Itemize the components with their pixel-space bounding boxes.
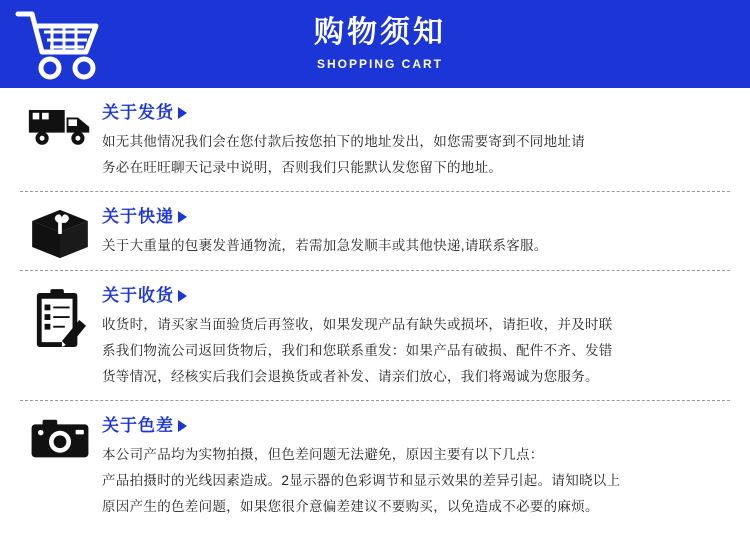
- sections-container: [0, 88, 750, 530]
- triangle-right-icon: [178, 290, 187, 302]
- page-title: 购物须知: [314, 16, 446, 49]
- shopping-cart-icon: [14, 6, 110, 82]
- section-receiving: [18, 271, 732, 400]
- section-express: [18, 192, 732, 270]
- section-line: 如无其他情况我们会在您付款后按您拍下的地址发出，如您需要寄到不同地址请: [102, 134, 585, 149]
- section-title-text: 关于色差: [102, 416, 174, 435]
- camera-icon: [18, 415, 102, 461]
- section-title-text: 关于发货: [102, 103, 174, 122]
- section-body: [102, 285, 732, 390]
- package-box-icon: [18, 206, 102, 260]
- page-header: [0, 0, 750, 88]
- section-body: [102, 206, 732, 259]
- section-title: [102, 285, 726, 307]
- section-body: [102, 102, 732, 181]
- page-subtitle: SHOPPING CART: [316, 57, 443, 71]
- section-line: 货等情况，经核实后我们会退换货或者补发、请亲们放心，我们将竭诚为您服务。: [102, 369, 599, 384]
- section-title: [102, 102, 726, 124]
- section-line: 务必在旺旺聊天记录中说明，否则我们只能默认发您留下的地址。: [102, 160, 503, 175]
- section-body: [102, 415, 732, 520]
- truck-icon: [18, 102, 102, 148]
- section-line: 原因产生的色差问题，如果您很介意偏差建议不要购买，以免造成不必要的麻烦。: [102, 499, 599, 514]
- section-title-text: 关于快递: [102, 207, 174, 226]
- section-title: [102, 206, 726, 228]
- section-color-difference: [18, 401, 732, 530]
- section-line: 收货时，请买家当面验货后再签收，如果发现产品有缺失或损坏，请拒收，并及时联: [102, 317, 613, 332]
- section-shipping: [18, 88, 732, 191]
- triangle-right-icon: [178, 211, 187, 223]
- section-line: 系我们物流公司返回货物后，我们和您联系重发：如果产品有破损、配件不齐、发错: [102, 343, 613, 358]
- header-titles: [314, 14, 446, 74]
- clipboard-checklist-icon: [18, 285, 102, 351]
- section-line: 产品拍摄时的光线因素造成。2显示器的色彩调节和显示效果的差异引起。请知晓以上: [102, 473, 621, 488]
- section-line: 本公司产品均为实物拍摄，但色差问题无法避免，原因主要有以下几点：: [102, 447, 544, 462]
- section-line: 关于大重量的包裹发普通物流，若需加急发顺丰或其他快递,请联系客服。: [102, 238, 548, 253]
- triangle-right-icon: [178, 420, 187, 432]
- triangle-right-icon: [178, 107, 187, 119]
- section-title: [102, 415, 726, 437]
- section-title-text: 关于收货: [102, 286, 174, 305]
